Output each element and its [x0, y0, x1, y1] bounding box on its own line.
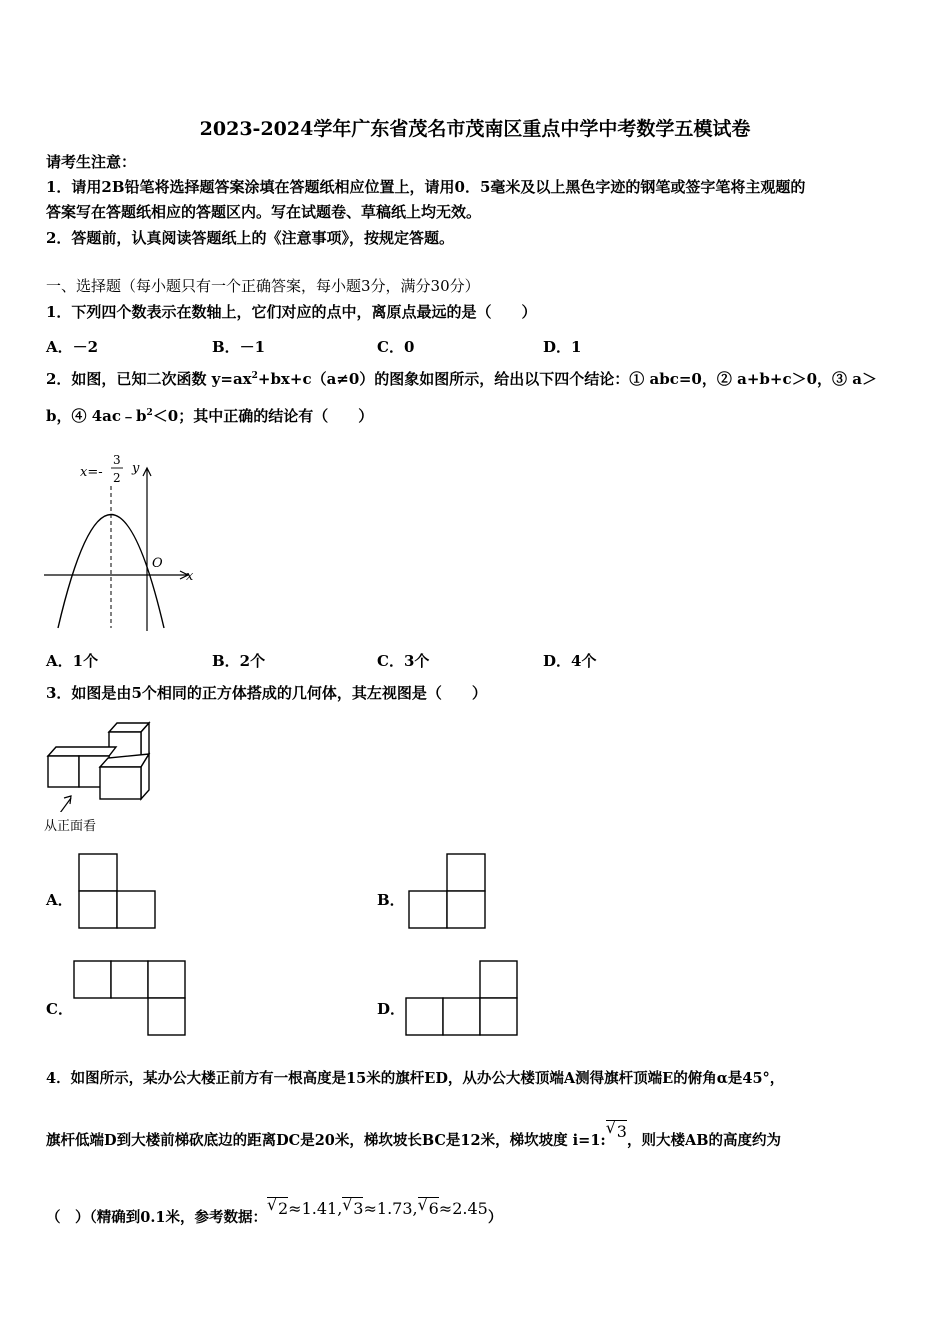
q2-stem-part: 2．如图，已知二次函数 y=ax — [46, 370, 252, 388]
sqrt-3-radical-ref: √ 3 — [342, 1197, 363, 1219]
origin-label: O — [152, 556, 163, 571]
notice-line-1b: 答案写在答题纸相应的答题区内。写在试题卷、草稿纸上均无效。 — [46, 203, 482, 221]
sqrt-3-radical: √ 3 — [606, 1120, 627, 1142]
parabola-graph — [40, 446, 210, 636]
notice-heading: 请考生注意： — [46, 153, 137, 171]
q2-exponent: 2 — [146, 408, 153, 418]
sqrt-6-radical: √ 6 — [418, 1197, 439, 1219]
q2-stem-line-1 — [46, 369, 877, 389]
q1-option-b[interactable]: B．－1 — [212, 338, 266, 356]
q2-option-b[interactable]: B．2个 — [212, 652, 266, 670]
q2-stem-part: +bx+c（a≠0）的图象如图所示，给出以下四个结论：① abc=0，② a+b+c＞0，③ a＞ — [257, 370, 877, 388]
q3-option-a-figure[interactable] — [78, 853, 158, 929]
sqrt-2-radical: √ 2 — [267, 1197, 288, 1219]
q3-option-d-label[interactable]: D． — [377, 1000, 406, 1018]
x-label: x — [186, 569, 194, 584]
q3-option-d-figure[interactable] — [405, 960, 521, 1036]
q4-text-part: 旗杆低端D到大楼前梯砍底边的距离DC是20米，梯坎坡长BC是12米，梯坎坡度 i=1: — [46, 1132, 606, 1149]
page-title: 2023-2024学年广东省茂名市茂南区重点中学中考数学五模试卷 — [199, 118, 751, 140]
q2-stem-part: ＜0；其中正确的结论有（ ） — [152, 407, 374, 425]
q4-line-1: 4．如图所示，某办公大楼正前方有一根高度是15米的旗杆ED，从办公大楼顶端A测得旗杆顶端E的俯角α是45°， — [46, 1070, 785, 1087]
section-heading: 一、选择题（每小题只有一个正确答案，每小题3分，满分30分） — [46, 277, 480, 295]
approx-2: ≈1.41, — [288, 1199, 343, 1218]
q4-text-part: ） — [487, 1209, 503, 1226]
q1-option-c[interactable]: C．0 — [377, 338, 415, 356]
q3-option-b-figure[interactable] — [408, 853, 488, 929]
q2-option-c[interactable]: C．3个 — [377, 652, 430, 670]
approx-6: ≈2.45 — [438, 1199, 488, 1218]
q4-line-3 — [46, 1199, 503, 1228]
q2-option-d[interactable]: D．4个 — [543, 652, 597, 670]
q3-stem: 3．如图是由5个相同的正方体搭成的几何体，其左视图是（ ） — [46, 684, 487, 702]
q2-exponent: 2 — [251, 371, 258, 381]
notice-line-1a: 1．请用2B铅笔将选择题答案涂填在答题纸相应位置上，请用0．5毫米及以上黑色字迹的钢笔或签字笔将主观题的 — [46, 178, 806, 196]
q2-option-a[interactable]: A．1个 — [46, 652, 99, 670]
q3-option-c-figure[interactable] — [73, 960, 189, 1036]
q1-option-d[interactable]: D．1 — [543, 338, 582, 356]
q3-option-a-label[interactable]: A． — [46, 891, 73, 909]
q4-text-part: （ ）（精确到0.1米，参考数据： — [46, 1209, 267, 1226]
view-caption: 从正面看 — [44, 819, 97, 834]
axis-eq-label: x=- — [80, 465, 103, 480]
frac-num: 3 — [113, 453, 121, 467]
q3-option-b-label[interactable]: B． — [377, 891, 405, 909]
q2-stem-line-2 — [46, 406, 373, 426]
q4-text-part: ，则大楼AB的高度约为 — [626, 1132, 781, 1149]
q1-stem: 1．下列四个数表示在数轴上，它们对应的点中，离原点最远的是（ ） — [46, 303, 537, 321]
q2-stem-part: b，④ 4ac﹣b — [46, 407, 147, 425]
notice-line-2: 2．答题前，认真阅读答题纸上的《注意事项》，按规定答题。 — [46, 229, 454, 247]
q3-option-c-label[interactable]: C． — [46, 1000, 73, 1018]
q4-line-2 — [46, 1122, 781, 1151]
frac-den: 2 — [113, 471, 121, 485]
cube-solid-figure — [40, 712, 165, 812]
q1-option-a[interactable]: A．－2 — [46, 338, 99, 356]
approx-3: ≈1.73, — [363, 1199, 418, 1218]
y-label: y — [132, 461, 140, 476]
